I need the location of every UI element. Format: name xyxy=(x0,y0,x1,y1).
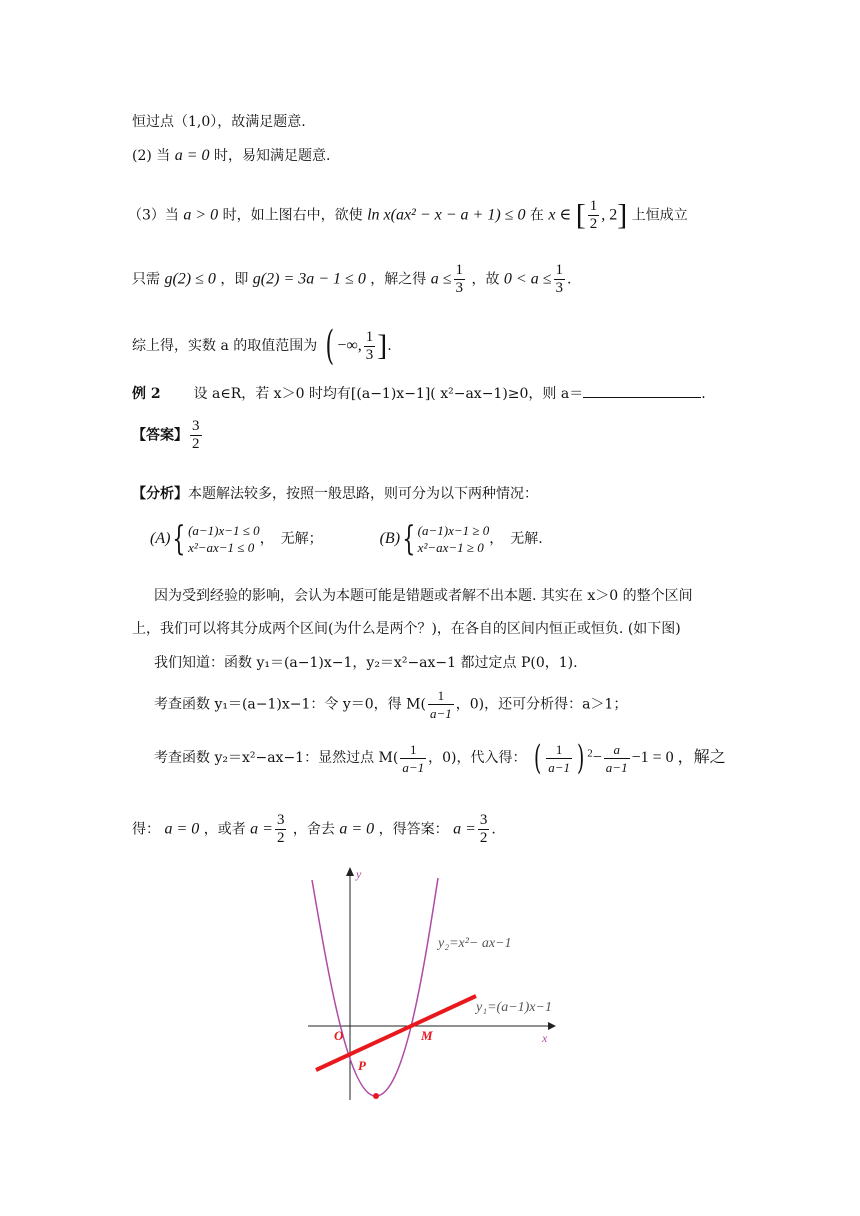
curve-y2-label: y₂=x²− ax−1 xyxy=(438,936,512,951)
period: . xyxy=(701,386,706,402)
example-label: 例 2 xyxy=(132,386,161,402)
fraction-m: $\frac{1}{a-1}$ xyxy=(402,741,425,775)
answer-label: 【答案】 xyxy=(132,427,188,444)
minus: − xyxy=(592,749,602,766)
case-a-result: ， 无解； xyxy=(259,531,323,547)
text-line-3: （3）当 a > 0 时，如上图右中，欲使 ln x(ax² − x − a + 1) ≤ 0 在 x ∈ [ $\frac{1}{2}$ , 2] 上恒成立 xyxy=(128,198,688,232)
math-span: a = 0 xyxy=(339,820,375,838)
case-b-result: ， 无解. xyxy=(489,531,543,547)
case-3-prefix: （3）当 xyxy=(128,207,179,224)
fraction-three-halves: $\frac{3}{2}$ xyxy=(276,812,285,846)
fraction-m: $\frac{1}{a-1}$ xyxy=(429,688,452,721)
math-span: a = 0 xyxy=(164,820,200,838)
conclusion-text: 综上得，实数 a 的取值范围为 xyxy=(132,338,318,354)
answer-line xyxy=(132,418,204,453)
analysis-text: 本题解法较多，按照一般思路，则可分为以下两种情况： xyxy=(188,486,538,502)
function-graph xyxy=(300,862,570,1102)
answer-blank xyxy=(583,383,701,398)
range-start: −∞, xyxy=(337,337,362,354)
para-3 xyxy=(154,687,627,722)
paragraph-text: 我们知道：函数 y₁＝(a−1)x−1，y₂＝x²−ax−1 都过定点 P(0，1). xyxy=(154,655,578,671)
case-a-label: (A) xyxy=(150,530,171,547)
text-span: ，即 xyxy=(220,271,249,288)
equation-tail: −1 = 0 ，解之 xyxy=(631,749,726,766)
case-b-system: (a−1)x−1 ≥ 0 x²−ax−1 ≥ 0 xyxy=(417,523,490,555)
text-span: ，得答案： xyxy=(378,821,449,838)
text-line-4 xyxy=(132,262,571,297)
text-span: ，故 xyxy=(471,271,500,288)
case-2-suffix: 时，易知满足题意. xyxy=(213,148,331,164)
interval-var: x ∈ xyxy=(548,206,572,224)
fraction-one-third: $\frac{1}{3}$ xyxy=(555,262,563,296)
period: . xyxy=(491,821,496,838)
math-span: a = xyxy=(250,820,273,838)
x-axis-label: x xyxy=(542,1031,548,1045)
example-2 xyxy=(132,383,706,404)
case-2-prefix: (2) 当 xyxy=(132,148,171,164)
analysis-label: 【分析】 xyxy=(132,486,188,502)
text-span: 只需 xyxy=(132,271,160,288)
example-text: 设 a∈R，若 x＞0 时均有[(a−1)x−1]( x²−ax−1)≥0，则 a＝ xyxy=(193,386,584,402)
point-p-label: P xyxy=(358,1058,366,1073)
period: . xyxy=(387,338,392,354)
para-1-line-2 xyxy=(132,619,681,639)
y-axis-arrow xyxy=(346,867,354,876)
text-span: ，0)，代入得： xyxy=(428,750,527,766)
paragraph-text: 恒过点（1,0），故满足题意. xyxy=(132,114,306,130)
fraction-a: $\frac{a}{a-1}$ xyxy=(605,741,628,775)
math-span: a = xyxy=(453,820,476,838)
origin-label: O xyxy=(334,1028,344,1043)
point-m-label: M xyxy=(421,1028,433,1043)
period: . xyxy=(567,271,572,288)
para-1-line-1 xyxy=(154,586,693,606)
paragraph-text: 因为受到经验的影响，会认为本题可能是错题或者解不出本题. 其实在 x＞0 的整个区间 xyxy=(154,588,693,604)
para-2 xyxy=(154,653,578,673)
paragraph-text: 上，我们可以将其分成两个区间(为什么是两个？)，在各自的区间内恒正或恒负. (如下图) xyxy=(132,621,681,637)
case-3-text: 在 xyxy=(529,207,544,224)
text-span: 考查函数 y₁＝(a−1)x−1：令 y＝0，得 M( xyxy=(154,696,426,713)
y-axis-label: y xyxy=(356,867,362,881)
text-span: ，舍去 xyxy=(292,821,335,838)
text-span: 考查函数 y₂＝x²−ax−1：显然过点 M( xyxy=(154,750,399,766)
text-span: ，0)，还可分析得：a＞1； xyxy=(455,696,628,713)
interval-fraction: $\frac{1}{2}$ xyxy=(589,198,598,232)
case-3-condition: a > 0 xyxy=(183,206,219,224)
para-4: 考查函数 y₂＝x²−ax−1：显然过点 M( $\frac{1}{a-1}$ ，0)，代入得： ( $\frac{1}{a-1}$ ) $^2$− $\frac{a}{a-1}$ −1 = 0 ，解之 xyxy=(154,738,726,778)
case-3-text: 上恒成立 xyxy=(631,207,688,224)
text-line-1 xyxy=(132,112,306,132)
text-line-2 xyxy=(132,146,330,166)
case-3-text: 时，如上图右中，欲使 xyxy=(222,207,363,224)
range-fraction: $\frac{1}{3}$ xyxy=(365,328,374,363)
fraction-three-halves: $\frac{3}{2}$ xyxy=(479,812,488,846)
text-span: ，或者 xyxy=(203,821,246,838)
math-range: 0 < a ≤ xyxy=(503,270,552,288)
fraction-squared: $\frac{1}{a-1}$ xyxy=(548,741,570,775)
case-a-system: (a−1)x−1 ≤ 0 x²−ax−1 ≤ 0 xyxy=(188,523,260,555)
text-line-5: 综上得，实数 a 的取值范围为 ( −∞, $\frac{1}{3}$ ]. xyxy=(132,323,392,369)
answer-fraction: $\frac{3}{2}$ xyxy=(192,418,200,452)
text-span: 得： xyxy=(132,821,160,838)
analysis-line xyxy=(132,484,538,504)
case-b-label: (B) xyxy=(379,530,401,547)
vertex-dot xyxy=(373,1093,379,1099)
cases-line: (A){ (a−1)x−1 ≤ 0 x²−ax−1 ≤ 0 ， 无解； (B){ (a−1)x−1 ≥ 0 x²−ax−1 ≥ 0 ， 无解. xyxy=(150,519,543,559)
interval-end: , 2 xyxy=(601,206,618,224)
math-g2: g(2) ≤ 0 xyxy=(164,270,216,288)
line-y1-label: y₁=(a−1)x−1 xyxy=(476,1000,552,1015)
fraction-one-third: $\frac{1}{3}$ xyxy=(455,262,464,296)
math-a-le: a ≤ xyxy=(430,270,452,288)
exponent: 2 xyxy=(587,747,593,760)
text-span: ，解之得 xyxy=(370,271,427,288)
case-2-math: a = 0 xyxy=(174,147,210,164)
para-5 xyxy=(132,812,496,847)
x-axis-arrow xyxy=(548,1022,556,1030)
math-g2-eq: g(2) = 3a − 1 ≤ 0 xyxy=(252,270,366,288)
log-inequality: ln x(ax² − x − a + 1) ≤ 0 xyxy=(367,206,526,224)
